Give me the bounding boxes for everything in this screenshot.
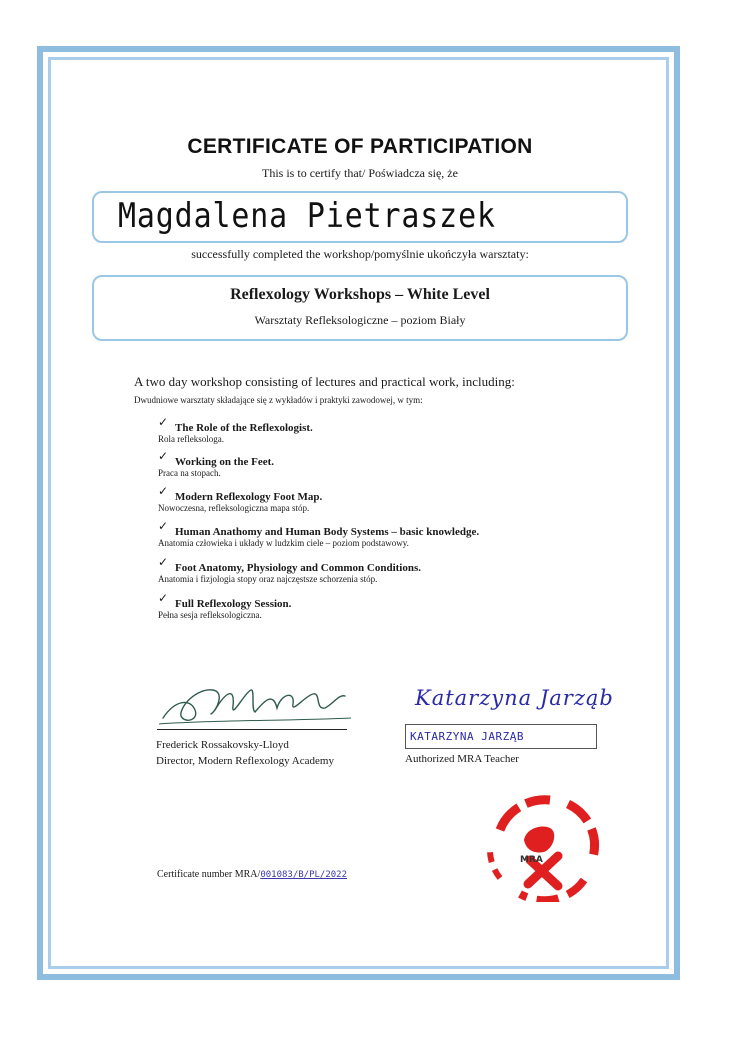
teacher-role: Authorized MRA Teacher (405, 753, 519, 765)
list-item-english: Foot Anatomy, Physiology and Common Conditions. (175, 562, 422, 574)
list-item-polish: Anatomia i fizjologia stopy oraz najczęstsze schorzenia stóp. (158, 574, 378, 584)
list-item (158, 484, 323, 513)
signer-left (156, 737, 334, 769)
recipient-name: Magdalena Pietraszek (118, 196, 496, 236)
course-subtitle: Warsztaty Refleksologiczne – poziom Biały (254, 313, 466, 327)
list-item-polish: Rola refleksologa. (158, 434, 224, 444)
list-item (158, 449, 274, 478)
course-box (92, 275, 628, 341)
checkmark-icon: ✓ (158, 555, 169, 569)
list-item-polish: Praca na stopach. (158, 468, 221, 478)
stamp-text: MRA (520, 855, 543, 865)
intro-polish: Dwudniowe warsztaty składające się z wykładów i praktyki zawodowej, w tym: (134, 395, 423, 405)
completed-line: successfully completed the workshop/pomyślnie ukończyła warsztaty: (191, 247, 529, 261)
checkmark-icon: ✓ (158, 449, 169, 463)
list-item (158, 591, 292, 620)
teacher-signature: Katarzyna Jarząb (415, 686, 614, 710)
signer-left-name: Frederick Rossakovsky-Lloyd (156, 739, 289, 751)
certificate-number (157, 869, 347, 880)
certify-line: This is to certify that/ Poświadcza się, że (262, 166, 458, 180)
list-item-polish: Nowoczesna, refleksologiczna mapa stóp. (158, 503, 310, 513)
list-item-english: The Role of the Reflexologist. (175, 422, 313, 434)
certificate-number-year: /2022 (319, 870, 348, 880)
intro-english: A two day workshop consisting of lectures and practical work, including: (134, 374, 515, 389)
academy-stamp (480, 790, 602, 902)
checkmark-icon: ✓ (158, 484, 169, 498)
checkmark-icon: ✓ (158, 519, 169, 533)
list-item (158, 519, 480, 548)
list-item-polish: Pełna sesja refleksologiczna. (158, 610, 262, 620)
certificate-title: CERTIFICATE OF PARTICIPATION (187, 135, 533, 158)
signer-left-role: Director, Modern Reflexology Academy (156, 755, 334, 767)
signature-line (157, 729, 347, 730)
list-item (158, 415, 313, 444)
list-item-english: Modern Reflexology Foot Map. (175, 491, 323, 503)
checkmark-icon: ✓ (158, 591, 169, 605)
list-item-polish: Anatomia człowieka i układy w ludzkim ciele – poziom podstawowy. (158, 538, 409, 548)
director-signature (155, 680, 355, 730)
list-item-english: Human Anathomy and Human Body Systems – basic knowledge. (175, 526, 480, 538)
list-item (158, 555, 422, 584)
checkmark-icon: ✓ (158, 415, 169, 429)
list-item-english: Full Reflexology Session. (175, 598, 292, 610)
certificate-number-label: Certificate number MRA/ (157, 869, 261, 880)
certificate-number-value: 00​1083/B/PL (260, 870, 320, 880)
list-item-english: Working on the Feet. (175, 456, 274, 468)
course-title: Reflexology Workshops – White Level (230, 286, 490, 303)
teacher-printed-name: KATARZYNA JARZĄB (410, 730, 524, 743)
